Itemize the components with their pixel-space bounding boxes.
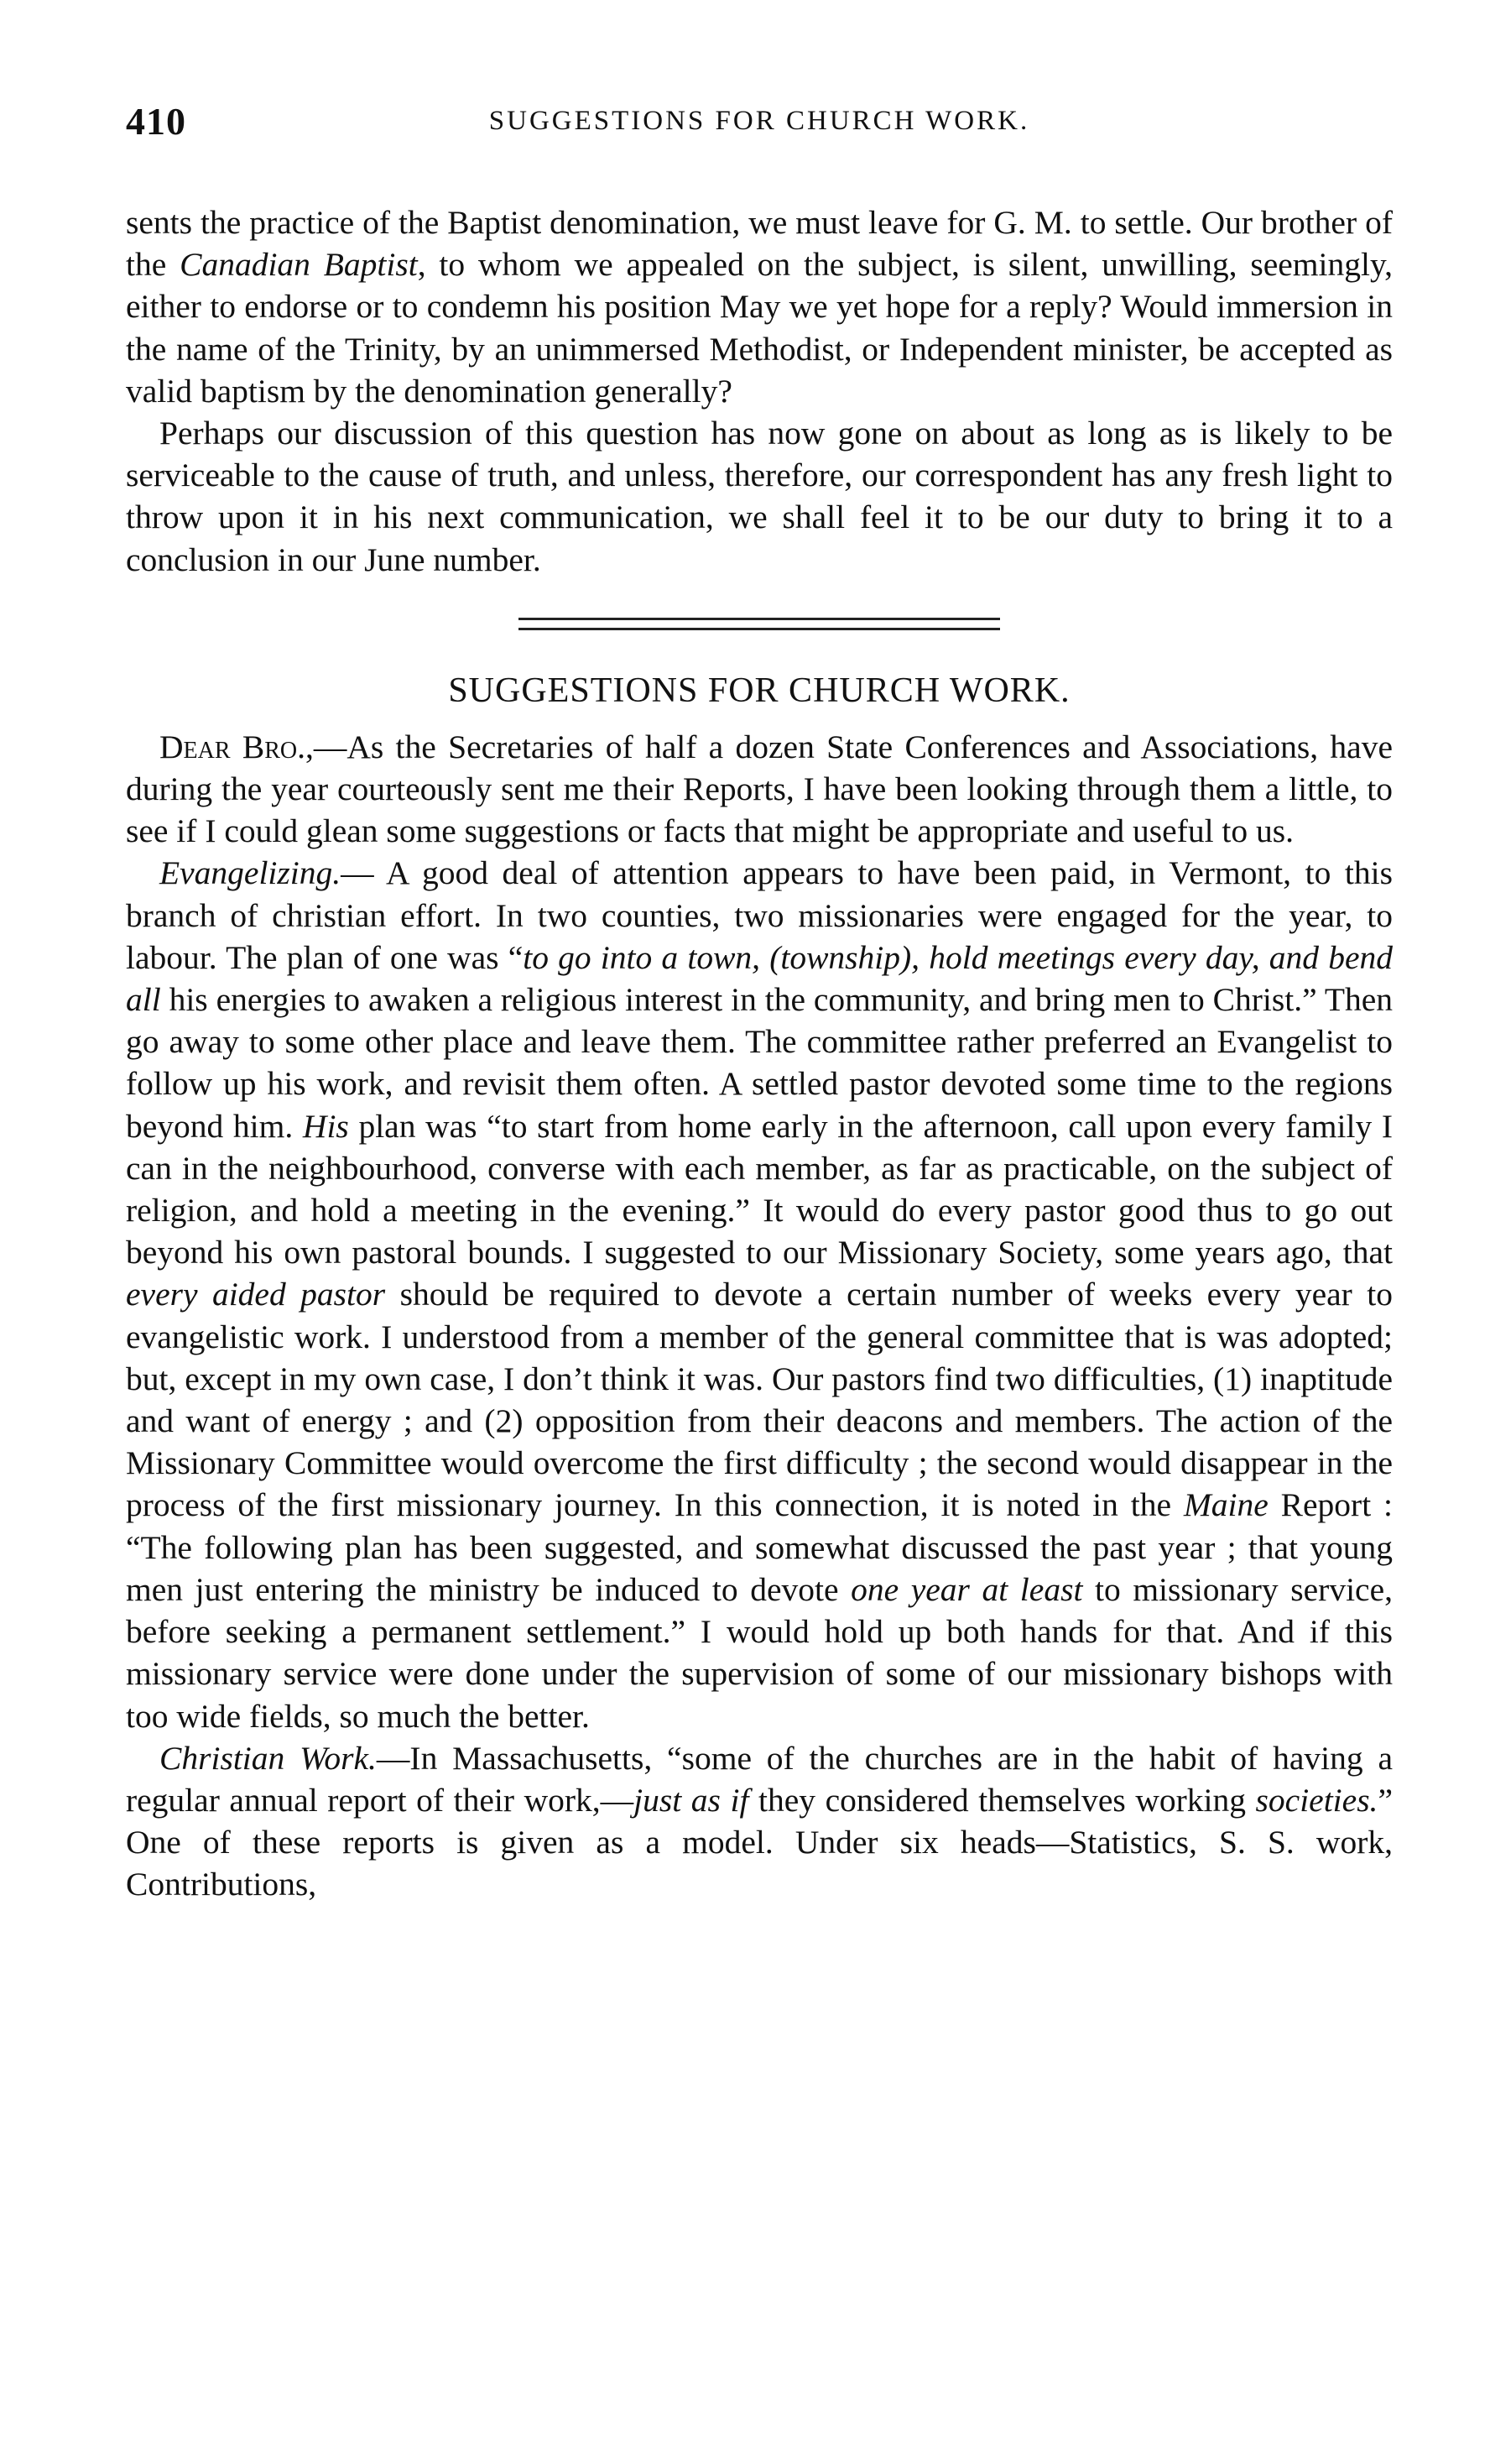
continued-paragraph: sents the practice of the Baptist denomination, we must leave for G. M. to settle. Our brother of the Canadian Baptist, to whom we appealed on the subject, is silent, unwilling, seemingly, either to endorse or to condemn his position May we yet hope for a reply? Would immersion in the name of the Trinity, by an unimmersed Methodist, or Independent minister, be accepted as valid baptism by the denomination generally? [126, 204, 1393, 410]
article-paragraph-christian-work: Christian Work.—In Massachusetts, “some of the churches are in the habit of having a regular annual report of their work,—just as if they considered themselves working societies.” One of these reports is given as a model. Under six heads—Statistics, S. S. work, Contributions, [126, 1739, 1394, 1903]
subheading-christian-work: Christian Work. [159, 1739, 377, 1777]
section-divider [518, 618, 1000, 630]
page-number: 410 [126, 100, 186, 143]
subheading-evangelizing: Evangelizing. [159, 854, 341, 892]
salutation: Dear Bro. [159, 728, 305, 765]
article-title: SUGGESTIONS FOR CHURCH WORK. [448, 671, 1071, 710]
running-head [126, 99, 1393, 158]
article-paragraph-evangelizing: Evangelizing.— A good deal of attention appears to have been paid, in Vermont, to this branch of christian effort. In two counties, two missionaries were engaged for the year, to labour. The plan of one was “to go into a town, (township), hold meetings every day, and bend all his energies to awaken a religious interest in the community, and bring men to Christ.” Then go away to some other place and leave them. The committee rather preferred an Evangelist to follow up his work, and revisit them often. A settled pastor devoted some time to the regions beyond him. His plan was “to start from home early in the afternoon, call upon every family I can in the neighbourhood, converse with each member, as far as practicable, on the subject of religion, and hold a meeting in the evening.” It would do every pastor good thus to go out beyond his own pastoral bounds. I suggested to our Missionary Society, some years ago, that every aided pastor should be required to devote a certain number of weeks every year to evangelistic work. I understood from a member of the general committee that is was adopted; but, except in my own case, I don’t think it was. Our pastors find two difficulties, (1) inaptitude and want of energy ; and (2) opposition from their deacons and members. The action of the Missionary Committee would overcome the first difficulty ; the second would disappear in the process of the first missionary journey. In this connection, it is noted in the Maine Report : “The following plan has been suggested, and somewhat discussed the past year ; that young men just entering the ministry be induced to devote one year at least to missionary service, before seeking a permanent settlement.” I would hold up both hands for that. And if this missionary service were done under the supervision of some of our missionary bishops with too wide fields, so much the better. [126, 854, 1394, 1735]
publication-title: Canadian Baptist [180, 246, 418, 284]
closing-paragraph: Perhaps our discussion of this question has now gone on about as long as is likely to be serviceable to the cause of truth, and unless, therefore, our correspondent has any fresh light to throw upon it in his next communication, we shall feel it to be our duty to bring it to a conclusion in our June number. [126, 415, 1393, 578]
running-title: SUGGESTIONS FOR CHURCH WORK. [488, 106, 1030, 136]
article-paragraph-salutation: Dear Bro.,—As the Secretaries of half a dozen State Conferences and Associations, have during the year courteously sent me their Reports, I have been looking through them a little, to see if I could glean some suggestions or facts that might be appropriate and useful to us. [126, 728, 1393, 850]
page [126, 99, 1393, 1906]
